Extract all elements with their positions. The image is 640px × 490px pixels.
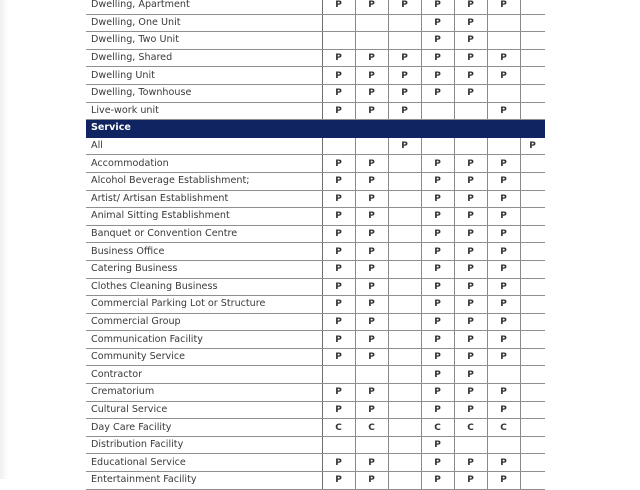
table-row bbox=[86, 155, 545, 173]
table-row bbox=[86, 384, 545, 402]
zone-permission-cell bbox=[520, 14, 545, 32]
zone-permission-cell bbox=[388, 225, 421, 243]
zone-permission-cell bbox=[355, 366, 388, 384]
table-row bbox=[86, 296, 545, 314]
zone-permission-cell: P bbox=[487, 296, 520, 314]
zone-permission-cell: P bbox=[454, 384, 487, 402]
zone-permission-cell bbox=[487, 137, 520, 155]
zone-permission-cell: P bbox=[322, 190, 355, 208]
zone-permission-cell: P bbox=[355, 296, 388, 314]
zone-permission-cell bbox=[388, 331, 421, 349]
zone-permission-cell bbox=[388, 155, 421, 173]
zone-permission-cell bbox=[487, 84, 520, 102]
zone-permission-cell: P bbox=[487, 243, 520, 261]
zone-permission-cell: P bbox=[322, 296, 355, 314]
table-row bbox=[86, 32, 545, 50]
zone-permission-cell bbox=[520, 102, 545, 120]
zone-permission-cell: P bbox=[322, 225, 355, 243]
zone-permission-cell bbox=[520, 384, 545, 402]
zone-permission-cell: C bbox=[487, 419, 520, 437]
zone-permission-cell: P bbox=[421, 243, 454, 261]
zone-permission-cell bbox=[388, 278, 421, 296]
zone-permission-cell: P bbox=[355, 454, 388, 472]
zone-permission-cell bbox=[388, 260, 421, 278]
zone-permission-cell: P bbox=[454, 472, 487, 490]
zone-permission-cell: P bbox=[487, 155, 520, 173]
zone-permission-cell: P bbox=[487, 384, 520, 402]
zone-permission-cell: P bbox=[322, 67, 355, 85]
zone-permission-cell: P bbox=[454, 401, 487, 419]
zone-permission-cell bbox=[388, 296, 421, 314]
zone-permission-cell: P bbox=[454, 0, 487, 14]
use-label: Dwelling, One Unit bbox=[86, 14, 322, 32]
use-label: Communication Facility bbox=[86, 331, 322, 349]
zone-permission-cell bbox=[355, 32, 388, 50]
zone-permission-cell: C bbox=[454, 419, 487, 437]
zone-permission-cell bbox=[520, 84, 545, 102]
zone-permission-cell bbox=[454, 102, 487, 120]
zone-permission-cell bbox=[520, 260, 545, 278]
table-row bbox=[86, 348, 545, 366]
zone-permission-cell: P bbox=[388, 137, 421, 155]
zone-permission-cell: P bbox=[487, 331, 520, 349]
zone-permission-cell: P bbox=[487, 49, 520, 67]
zone-permission-cell: P bbox=[388, 67, 421, 85]
use-label: Clothes Cleaning Business bbox=[86, 278, 322, 296]
table-row bbox=[86, 208, 545, 226]
zone-permission-cell: P bbox=[454, 366, 487, 384]
zone-permission-cell bbox=[520, 49, 545, 67]
table-row bbox=[86, 84, 545, 102]
zone-permission-cell bbox=[355, 137, 388, 155]
zone-permission-cell: P bbox=[421, 32, 454, 50]
zone-permission-cell: P bbox=[355, 313, 388, 331]
zone-permission-cell: P bbox=[421, 190, 454, 208]
zone-permission-cell: P bbox=[487, 313, 520, 331]
zone-permission-cell bbox=[388, 384, 421, 402]
zone-permission-cell bbox=[520, 348, 545, 366]
zone-permission-cell bbox=[520, 454, 545, 472]
zone-permission-cell: P bbox=[454, 225, 487, 243]
use-label: Alcohol Beverage Establishment; bbox=[86, 172, 322, 190]
zone-permission-cell: P bbox=[355, 67, 388, 85]
zone-permission-cell: P bbox=[322, 49, 355, 67]
zone-permission-cell: P bbox=[421, 278, 454, 296]
table-row bbox=[86, 401, 545, 419]
zone-permission-cell: P bbox=[421, 348, 454, 366]
zone-permission-cell bbox=[520, 243, 545, 261]
zone-permission-cell bbox=[487, 32, 520, 50]
zone-permission-cell: P bbox=[355, 401, 388, 419]
zone-permission-cell: P bbox=[421, 384, 454, 402]
use-label: Distribution Facility bbox=[86, 436, 322, 454]
zone-permission-cell: P bbox=[322, 401, 355, 419]
zone-permission-cell: P bbox=[421, 436, 454, 454]
zone-permission-cell: P bbox=[388, 102, 421, 120]
zone-permission-cell bbox=[388, 454, 421, 472]
page-edge bbox=[0, 0, 8, 479]
table-row bbox=[86, 190, 545, 208]
table-row bbox=[86, 49, 545, 67]
zone-permission-cell: P bbox=[322, 0, 355, 14]
table-row bbox=[86, 313, 545, 331]
zone-permission-cell: P bbox=[454, 313, 487, 331]
zone-permission-cell bbox=[388, 208, 421, 226]
zone-permission-cell: P bbox=[454, 155, 487, 173]
zone-permission-cell: P bbox=[454, 260, 487, 278]
zone-permission-cell: P bbox=[355, 384, 388, 402]
zone-permission-cell: P bbox=[487, 67, 520, 85]
zone-permission-cell: P bbox=[487, 472, 520, 490]
zone-permission-cell: P bbox=[487, 348, 520, 366]
zone-permission-cell bbox=[322, 32, 355, 50]
table-row bbox=[86, 243, 545, 261]
zone-permission-cell bbox=[388, 14, 421, 32]
zone-permission-cell: P bbox=[454, 190, 487, 208]
zone-permission-cell: P bbox=[487, 208, 520, 226]
zone-permission-cell bbox=[388, 419, 421, 437]
use-label: Banquet or Convention Centre bbox=[86, 225, 322, 243]
zone-permission-cell: P bbox=[322, 313, 355, 331]
zone-permission-cell bbox=[520, 296, 545, 314]
zone-permission-cell: P bbox=[454, 84, 487, 102]
zone-permission-cell bbox=[388, 243, 421, 261]
table-row bbox=[86, 14, 545, 32]
zone-permission-cell: P bbox=[421, 14, 454, 32]
zone-permission-cell: P bbox=[454, 14, 487, 32]
use-label: All bbox=[86, 137, 322, 155]
zone-permission-cell bbox=[520, 366, 545, 384]
use-label: Crematorium bbox=[86, 384, 322, 402]
zone-permission-cell: P bbox=[322, 243, 355, 261]
zone-permission-cell: P bbox=[421, 208, 454, 226]
use-label: Contractor bbox=[86, 366, 322, 384]
zone-permission-cell bbox=[421, 137, 454, 155]
zone-permission-cell: P bbox=[388, 84, 421, 102]
use-label: Dwelling Unit bbox=[86, 67, 322, 85]
table-row bbox=[86, 260, 545, 278]
zone-permission-cell: P bbox=[355, 0, 388, 14]
zone-permission-cell: P bbox=[355, 278, 388, 296]
zone-permission-cell: P bbox=[454, 331, 487, 349]
zone-permission-cell: P bbox=[388, 0, 421, 14]
use-label: Community Service bbox=[86, 348, 322, 366]
zone-permission-cell: P bbox=[487, 172, 520, 190]
zone-permission-cell bbox=[388, 190, 421, 208]
use-label: Animal Sitting Establishment bbox=[86, 208, 322, 226]
zone-permission-cell bbox=[388, 313, 421, 331]
table-row bbox=[86, 278, 545, 296]
zone-permission-cell: P bbox=[355, 225, 388, 243]
zone-permission-cell: P bbox=[322, 172, 355, 190]
use-label: Dwelling, Apartment bbox=[86, 0, 322, 14]
zone-permission-cell bbox=[520, 0, 545, 14]
zone-permission-cell: C bbox=[322, 419, 355, 437]
zone-permission-cell: P bbox=[421, 401, 454, 419]
zone-permission-cell: P bbox=[355, 155, 388, 173]
zone-permission-cell: P bbox=[421, 454, 454, 472]
zone-permission-cell bbox=[520, 225, 545, 243]
use-label: Entertainment Facility bbox=[86, 472, 322, 490]
zone-permission-cell: P bbox=[487, 0, 520, 14]
zone-permission-cell: P bbox=[322, 331, 355, 349]
zone-permission-cell bbox=[520, 401, 545, 419]
zone-permission-cell bbox=[487, 436, 520, 454]
zone-permission-cell bbox=[421, 102, 454, 120]
zone-permission-cell: P bbox=[322, 278, 355, 296]
use-label: Dwelling, Two Unit bbox=[86, 32, 322, 50]
table-row bbox=[86, 472, 545, 490]
zone-permission-cell bbox=[388, 32, 421, 50]
zone-permission-cell bbox=[322, 436, 355, 454]
zone-permission-cell: P bbox=[487, 260, 520, 278]
zone-permission-cell: P bbox=[322, 155, 355, 173]
zone-permission-cell: P bbox=[421, 49, 454, 67]
zone-permission-cell bbox=[388, 436, 421, 454]
zone-permission-cell: C bbox=[355, 419, 388, 437]
zone-permission-cell: P bbox=[322, 260, 355, 278]
table-row bbox=[86, 137, 545, 155]
zone-permission-cell: P bbox=[355, 243, 388, 261]
zone-permission-cell: P bbox=[421, 331, 454, 349]
zone-permission-cell: P bbox=[421, 260, 454, 278]
zone-permission-cell bbox=[355, 14, 388, 32]
use-label: Cultural Service bbox=[86, 401, 322, 419]
zone-permission-cell: P bbox=[388, 49, 421, 67]
zone-permission-cell bbox=[520, 472, 545, 490]
zone-permission-cell: P bbox=[454, 278, 487, 296]
zone-permission-cell bbox=[520, 419, 545, 437]
section-header-label: Service bbox=[86, 120, 545, 138]
table-row bbox=[86, 331, 545, 349]
zone-permission-cell bbox=[454, 137, 487, 155]
zone-permission-cell: P bbox=[421, 472, 454, 490]
zone-permission-cell bbox=[520, 32, 545, 50]
use-label: Catering Business bbox=[86, 260, 322, 278]
use-label: Artist/ Artisan Establishment bbox=[86, 190, 322, 208]
zone-permission-cell bbox=[388, 472, 421, 490]
section-header-row bbox=[86, 120, 545, 138]
zone-permission-cell: P bbox=[355, 190, 388, 208]
zone-permission-cell: P bbox=[487, 225, 520, 243]
use-label: Dwelling, Shared bbox=[86, 49, 322, 67]
table-row bbox=[86, 225, 545, 243]
zone-permission-cell bbox=[520, 436, 545, 454]
zone-permission-cell: P bbox=[421, 67, 454, 85]
table-row bbox=[86, 0, 545, 14]
permitted-uses-table-body bbox=[86, 0, 545, 489]
use-label: Commercial Group bbox=[86, 313, 322, 331]
zone-permission-cell: P bbox=[355, 49, 388, 67]
zone-permission-cell: P bbox=[454, 296, 487, 314]
zone-permission-cell bbox=[520, 208, 545, 226]
table-row bbox=[86, 366, 545, 384]
table-row bbox=[86, 67, 545, 85]
zone-permission-cell bbox=[520, 172, 545, 190]
zone-permission-cell: P bbox=[355, 472, 388, 490]
zone-permission-cell: P bbox=[322, 102, 355, 120]
zone-permission-cell: P bbox=[322, 472, 355, 490]
zone-permission-cell bbox=[520, 313, 545, 331]
zone-permission-cell: P bbox=[487, 190, 520, 208]
zone-permission-cell: P bbox=[322, 384, 355, 402]
zone-permission-cell: P bbox=[322, 454, 355, 472]
zone-permission-cell: C bbox=[421, 419, 454, 437]
zone-permission-cell bbox=[388, 366, 421, 384]
zone-permission-cell: P bbox=[322, 348, 355, 366]
zone-permission-cell: P bbox=[355, 331, 388, 349]
zone-permission-cell: P bbox=[322, 208, 355, 226]
zone-permission-cell: P bbox=[454, 172, 487, 190]
table-row bbox=[86, 436, 545, 454]
zone-permission-cell: P bbox=[322, 84, 355, 102]
zone-permission-cell: P bbox=[487, 102, 520, 120]
zone-permission-cell bbox=[487, 14, 520, 32]
zone-permission-cell: P bbox=[421, 0, 454, 14]
zone-permission-cell: P bbox=[355, 208, 388, 226]
zone-permission-cell: P bbox=[454, 208, 487, 226]
table-row bbox=[86, 419, 545, 437]
use-label: Commercial Parking Lot or Structure bbox=[86, 296, 322, 314]
zone-permission-cell: P bbox=[355, 260, 388, 278]
zone-permission-cell: P bbox=[454, 454, 487, 472]
zone-permission-cell bbox=[355, 436, 388, 454]
zone-permission-cell: P bbox=[355, 102, 388, 120]
use-label: Accommodation bbox=[86, 155, 322, 173]
zone-permission-cell: P bbox=[487, 278, 520, 296]
zone-permission-cell bbox=[322, 366, 355, 384]
zone-permission-cell bbox=[388, 401, 421, 419]
use-label: Educational Service bbox=[86, 454, 322, 472]
zone-permission-cell bbox=[520, 155, 545, 173]
zone-permission-cell bbox=[520, 190, 545, 208]
zone-permission-cell bbox=[388, 172, 421, 190]
zone-permission-cell: P bbox=[520, 137, 545, 155]
zone-permission-cell: P bbox=[487, 454, 520, 472]
zone-permission-cell bbox=[520, 67, 545, 85]
zone-permission-cell: P bbox=[421, 225, 454, 243]
use-label: Dwelling, Townhouse bbox=[86, 84, 322, 102]
zone-permission-cell: P bbox=[454, 348, 487, 366]
zone-permission-cell: P bbox=[355, 172, 388, 190]
zone-permission-cell: P bbox=[421, 84, 454, 102]
table-row bbox=[86, 102, 545, 120]
zone-permission-cell bbox=[322, 14, 355, 32]
zone-permission-cell: P bbox=[355, 348, 388, 366]
table-row bbox=[86, 454, 545, 472]
use-label: Day Care Facility bbox=[86, 419, 322, 437]
zone-permission-cell: P bbox=[487, 401, 520, 419]
permitted-uses-table bbox=[86, 0, 545, 490]
zone-permission-cell: P bbox=[421, 155, 454, 173]
zone-permission-cell bbox=[322, 137, 355, 155]
zone-permission-cell: P bbox=[421, 313, 454, 331]
zone-permission-cell: P bbox=[454, 49, 487, 67]
zone-permission-cell: P bbox=[355, 84, 388, 102]
zone-permission-cell: P bbox=[421, 172, 454, 190]
zone-permission-cell: P bbox=[454, 67, 487, 85]
zone-permission-cell: P bbox=[454, 243, 487, 261]
use-label: Business Office bbox=[86, 243, 322, 261]
use-label: Live-work unit bbox=[86, 102, 322, 120]
zone-permission-cell bbox=[454, 436, 487, 454]
zone-permission-cell bbox=[520, 331, 545, 349]
zone-permission-cell bbox=[487, 366, 520, 384]
zone-permission-cell: P bbox=[421, 296, 454, 314]
zone-permission-cell: P bbox=[421, 366, 454, 384]
table-row bbox=[86, 172, 545, 190]
zone-permission-cell bbox=[388, 348, 421, 366]
zone-permission-cell bbox=[520, 278, 545, 296]
zone-permission-cell: P bbox=[454, 32, 487, 50]
